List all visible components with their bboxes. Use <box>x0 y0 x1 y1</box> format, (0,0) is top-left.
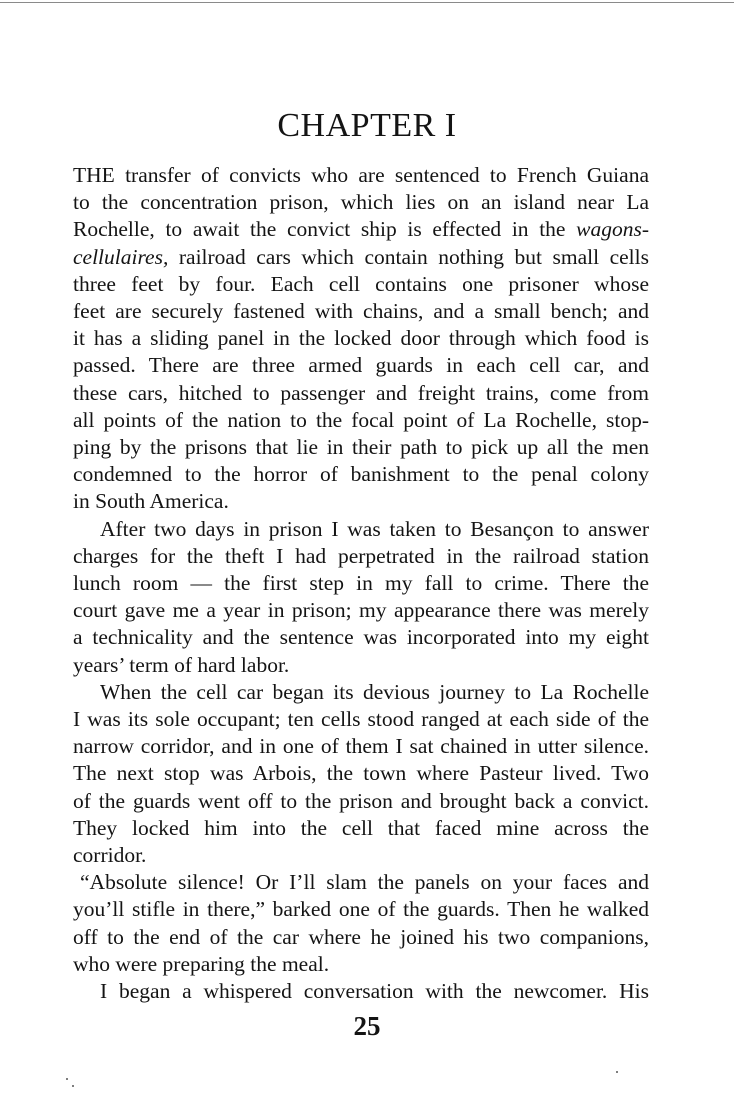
chapter-title: CHAPTER I <box>277 107 457 144</box>
text-line: in South America. <box>73 489 229 514</box>
scan-speck <box>72 1085 74 1087</box>
top-border-line <box>0 2 734 3</box>
scan-speck <box>66 1078 68 1080</box>
text-line: all points of the nation to the focal point of La Rochelle, stop- <box>73 407 649 432</box>
text-line: They locked him into the cell that faced mine across the <box>73 815 649 840</box>
text-line: it has a sliding panel in the locked door through which food is <box>73 326 649 351</box>
text-line: narrow corridor, and in one of them I sat chained in utter silence. <box>73 734 649 759</box>
body-text <box>73 162 649 1005</box>
text-line: THE transfer of convicts who are sentenced to French Guiana <box>73 163 649 187</box>
text-line: Rochelle, to await the convict ship is effected in the wagons- <box>73 217 649 242</box>
text-line: feet are securely fastened with chains, and a small bench; and <box>73 299 649 324</box>
text-line: these cars, hitched to passenger and freight trains, come from <box>73 380 649 405</box>
text-line: off to the end of the car where he joined his two companions, <box>73 924 649 949</box>
text-line: ping by the prisons that lie in their path to pick up all the men <box>73 435 649 460</box>
text-line: a technicality and the sentence was incorporated into my eight <box>73 625 649 650</box>
text-line: lunch room — the first step in my fall to crime. There the <box>73 571 649 596</box>
text-line: When the cell car began its devious journey to La Rochelle <box>100 679 649 704</box>
text-line: to the concentration prison, which lies on an island near La <box>73 190 649 215</box>
text-line: cellulaires, railroad cars which contain nothing but small cells <box>73 244 649 269</box>
text-line: After two days in prison I was taken to Besançon to answer <box>100 516 649 541</box>
text-line: years’ term of hard labor. <box>73 652 290 677</box>
text-line: court gave me a year in prison; my appearance there was merely <box>73 598 649 623</box>
text-line: condemned to the horror of banishment to the penal colony <box>73 462 649 487</box>
text-line: corridor. <box>73 843 147 868</box>
text-line: I was its sole occupant; ten cells stood ranged at each side of the <box>73 707 649 732</box>
text-line: you’ll stifle in there,” barked one of the guards. Then he walked <box>73 897 649 922</box>
text-line: who were preparing the meal. <box>73 951 330 976</box>
text-line: of the guards went off to the prison and brought back a convict. <box>73 788 649 813</box>
text-line: passed. There are three armed guards in each cell car, and <box>73 353 649 378</box>
text-line: charges for the theft I had perpetrated in the railroad station <box>73 543 649 568</box>
text-line: “Absolute silence! Or I’ll slam the panels on your faces and <box>80 870 649 895</box>
text-line: I began a whispered conversation with the newcomer. His <box>100 979 649 1004</box>
text-line: The next stop was Arbois, the town where Pasteur lived. Two <box>73 761 649 786</box>
scan-speck <box>616 1071 618 1073</box>
text-line: three feet by four. Each cell contains one prisoner whose <box>73 271 649 296</box>
page-number: 25 <box>353 1011 381 1041</box>
